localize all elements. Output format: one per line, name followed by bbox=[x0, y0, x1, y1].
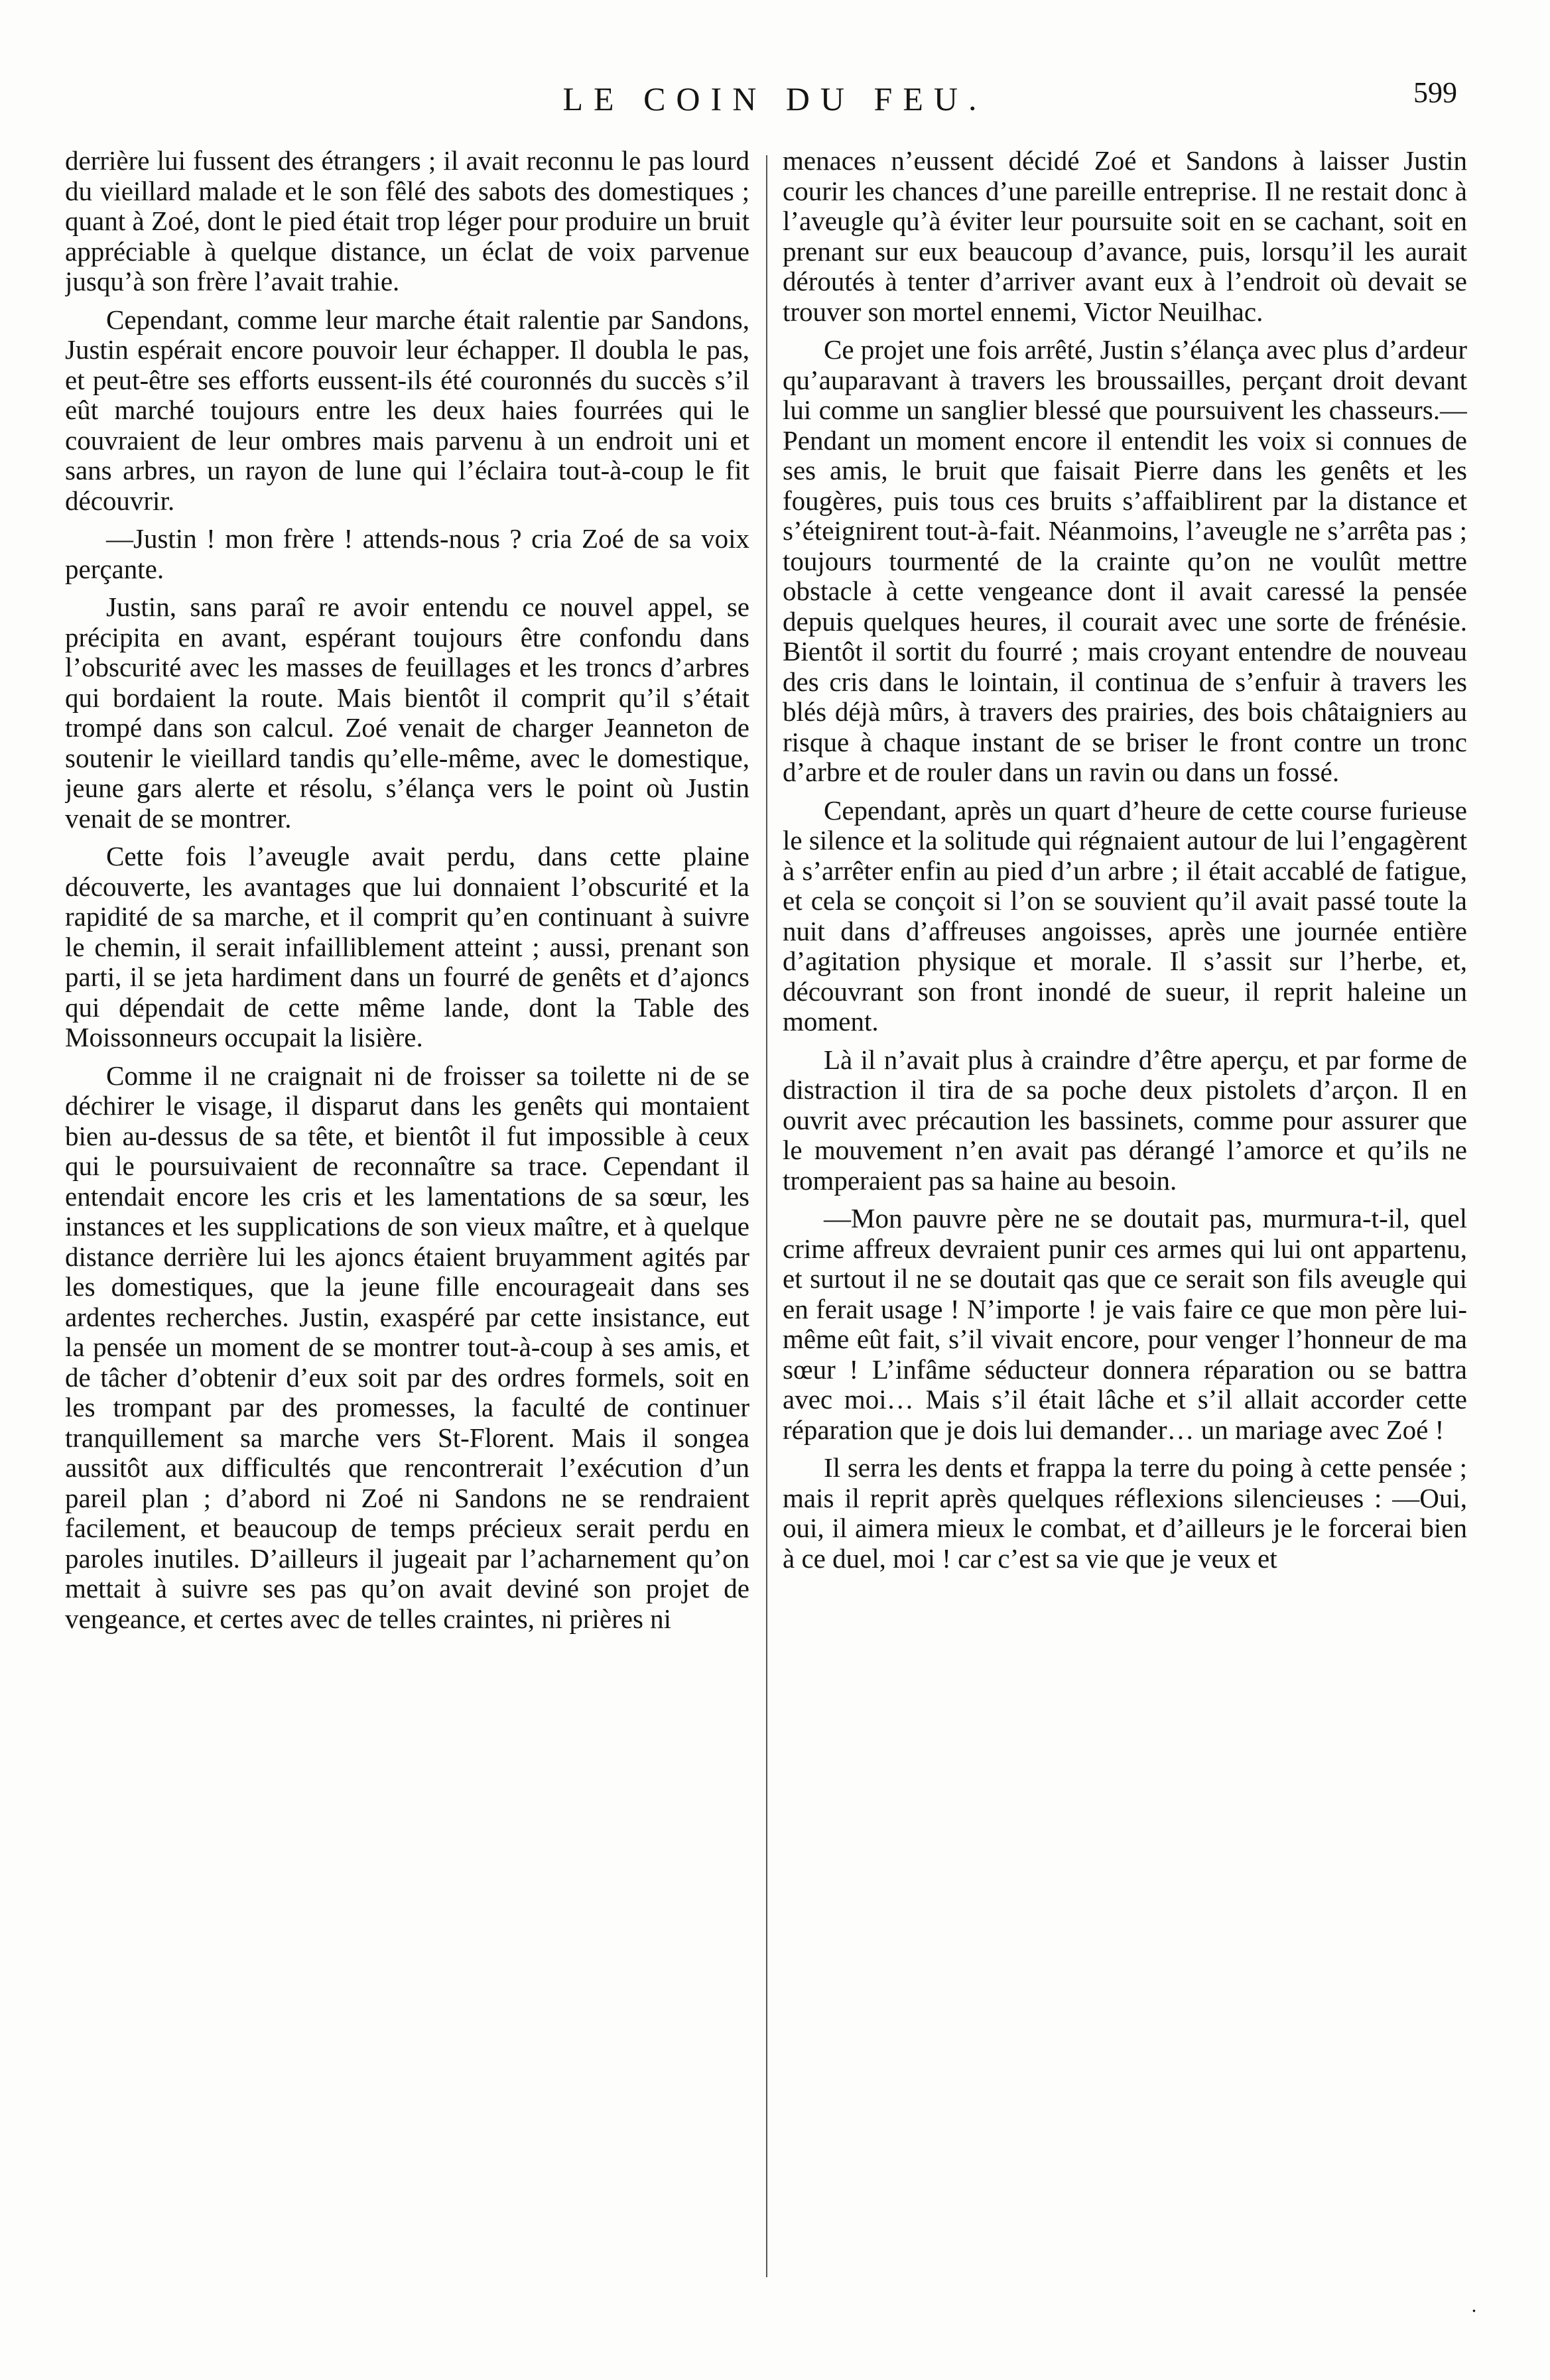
text-columns bbox=[65, 146, 1495, 2308]
left-column bbox=[65, 146, 749, 2308]
stray-mark: . bbox=[1471, 2294, 1477, 2316]
right-column bbox=[783, 146, 1467, 2308]
paragraph: Il serra les dents et frappa la terre du poing à cette pensée ; mais il reprit après quelques réflexions silencieuses : —Oui, oui, il aimera mieux le combat, et d’ailleurs je le forcerai bien à ce duel, moi ! car c’est sa vie que je veux et bbox=[783, 1452, 1467, 1574]
paragraph: Ce projet une fois arrêté, Justin s’élança avec plus d’ardeur qu’auparavant à travers les broussailles, perçant droit devant lui comme un sanglier blessé que poursuivent les chasseurs.—Pendant un moment encore il entendit les voix si connues de ses amis, le bruit que faisait Pierre dans les genêts et les fougères, puis tous ces bruits s’affaiblirent par la distance et s’éteignirent tout-à-fait. Néanmoins, l’aveugle ne s’arrêta pas ; toujours tourmenté de la crainte qu’on ne voulût mettre obstacle à cette vengeance dont il avait caressé la pensée depuis quelques heures, il courait avec une sorte de frénésie. Bientôt il sortit du fourré ; mais croyant entendre de nouveau des cris dans le lointain, il continua de s’enfuir à travers les blés déjà mûrs, à travers des prairies, des bois châtaigniers au risque à chaque instant de se briser le front contre un tronc d’arbre et de rouler dans un ravin ou dans un fossé. bbox=[783, 334, 1467, 787]
page-number: 599 bbox=[1413, 76, 1457, 109]
running-head: LE COIN DU FEU. bbox=[562, 80, 988, 117]
paragraph: Cette fois l’aveugle avait perdu, dans cette plaine découverte, les avantages que lui donnaient l’obscurité et la rapidité de sa marche, et il comprit qu’en continuant à suivre le chemin, il serait infailliblement atteint ; aussi, prenant son parti, il se jeta hardiment dans un fourré de genêts et d’ajoncs qui dépendait de cette même lande, dont la Table des Moissonneurs occupait la lisière. bbox=[65, 841, 749, 1052]
paragraph: Là il n’avait plus à craindre d’être aperçu, et par forme de distraction il tira de sa poche deux pistolets d’arçon. Il en ouvrit avec précaution les bassinets, comme pour assurer que le mouvement n’en avait pas dérangé l’amorce et qu’ils ne tromperaient pas sa haine au besoin. bbox=[783, 1044, 1467, 1196]
paragraph: derrière lui fussent des étrangers ; il avait reconnu le pas lourd du vieillard malade et le son fêlé des sabots des domestiques ; quant à Zoé, dont le pied était trop léger pour produire un bruit appréciable à quelque distance, un éclat de voix parvenue jusqu’à son frère l’avait trahie. bbox=[65, 146, 749, 296]
paragraph: Comme il ne craignait ni de froisser sa toilette ni de se déchirer le visage, il disparut dans les genêts qui montaient bien au-dessus de sa tête, et bientôt il fut impossible à ceux qui le poursuivaient de reconnaître sa trace. Cependant il entendait encore les cris et les lamentations de sa sœur, les instances et les supplications de son vieux maître, et à quelque distance derrière lui les ajoncs étaient bruyamment agités par les domestiques, que la jeune fille encourageait dans ses ardentes recherches. Justin, exaspéré par cette insistance, eut la pensée un moment de se montrer tout-à-coup à ses amis, et de tâcher d’obtenir d’eux soit par des ordres formels, soit en les trompant par des promesses, la faculté de continuer tranquillement sa marche vers St-Florent. Mais il songea aussitôt aux difficultés que rencontrerait l’exécution d’un pareil plan ; d’abord ni Zoé ni Sandons ne se rendraient facilement, et beaucoup de temps précieux serait perdu en paroles inutiles. D’ailleurs il jugeait par l’acharnement qu’on mettait à suivre ses pas qu’on avait deviné son projet de vengeance, et certes avec de telles craintes, ni prières ni bbox=[65, 1060, 749, 1634]
paragraph: Cependant, après un quart d’heure de cette course furieuse le silence et la solitude qui régnaient autour de lui l’engagèrent à s’arrêter enfin au pied d’un arbre ; il était accablé de fatigue, et cela se conçoit si l’on se souvient qu’il avait passé toute la nuit dans d’affreuses angoisses, après une journée entière d’agitation physique et morale. Il s’assit sur l’herbe, et, découvrant son front inondé de sueur, il reprit haleine un moment. bbox=[783, 794, 1467, 1036]
page-header bbox=[0, 76, 1550, 153]
paragraph: Justin, sans paraî re avoir entendu ce nouvel appel, se précipita en avant, espérant toujours être confondu dans l’obscurité avec les masses de feuillages et les troncs d’arbres qui bordaient la route. Mais bientôt il comprit qu’il s’était trompé dans son calcul. Zoé venait de charger Jeanneton de soutenir le vieillard tandis qu’elle-même, avec le domestique, jeune gars alerte et résolu, s’élança vers le point où Justin venait de se montrer. bbox=[65, 592, 749, 834]
paragraph: Cependant, comme leur marche était ralentie par Sandons, Justin espérait encore pouvoir leur échapper. Il doubla le pas, et peut-être ses efforts eussent-ils été couronnés du succès s’il eût marché toujours entre les deux haies fourrées qui le couvraient de leur ombres mais parvenu à un endroit uni et sans arbres, un rayon de lune qui l’éclaira tout-à-coup le fit découvrir. bbox=[65, 304, 749, 516]
column-divider bbox=[766, 155, 767, 2277]
paragraph: —Justin ! mon frère ! attends-nous ? cria Zoé de sa voix perçante. bbox=[65, 523, 749, 584]
paragraph: —Mon pauvre père ne se doutait pas, murmura-t-il, quel crime affreux devraient punir ces armes qui lui ont appartenu, et surtout il ne se doutait qas que ce serait son fils aveugle qui en ferait usage ! N’importe ! je vais faire ce que mon père lui-même eût fait, s’il vivait encore, pour venger l’honneur de ma sœur ! L’infâme séducteur donnera réparation ou se battra avec moi… Mais s’il était lâche et s’il allait accorder cette réparation que je dois lui demander… un mariage avec Zoé ! bbox=[783, 1203, 1467, 1445]
paragraph: menaces n’eussent décidé Zoé et Sandons à laisser Justin courir les chances d’une pareille entreprise. Il ne restait donc à l’aveugle qu’à éviter leur poursuite soit en se cachant, soit en prenant sur eux beaucoup d’avance, puis, lorsqu’il les aurait déroutés à tenter d’arriver avant eux à l’endroit où devait se trouver son mortel ennemi, Victor Neuilhac. bbox=[783, 146, 1467, 327]
